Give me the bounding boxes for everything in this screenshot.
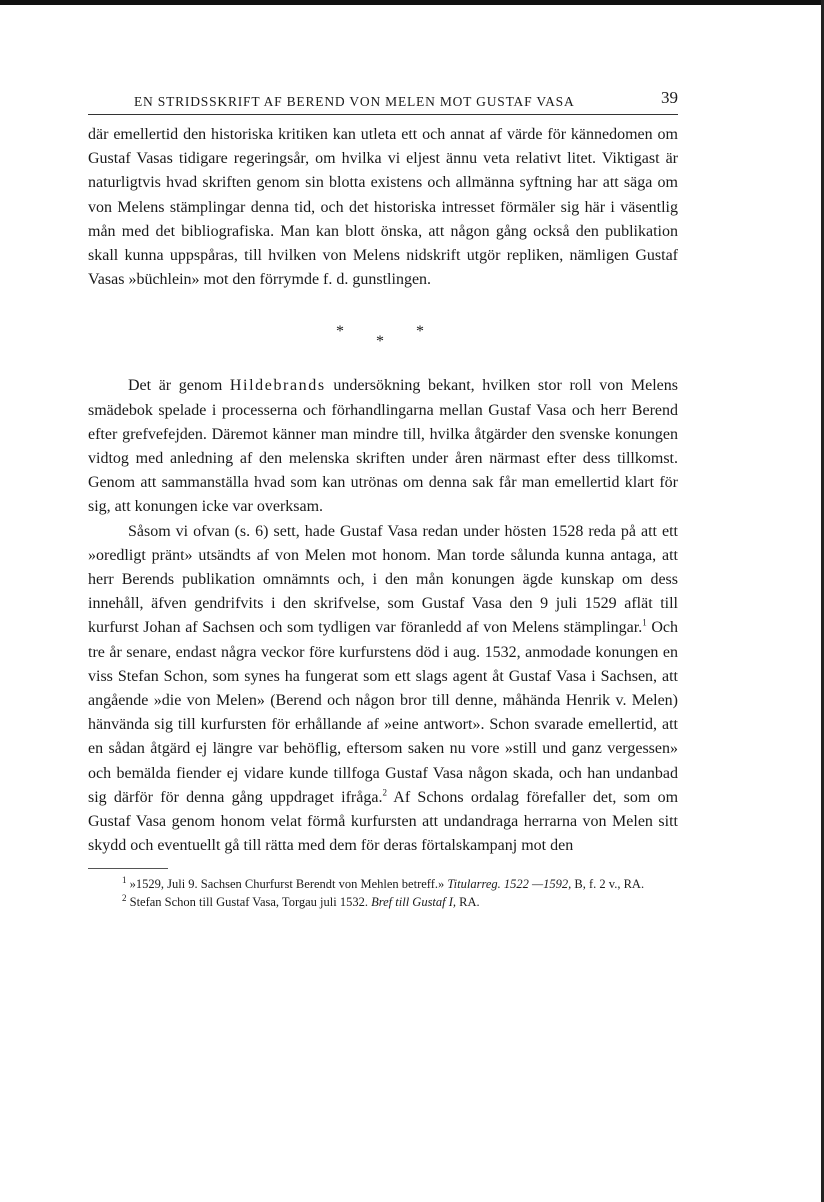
footnote-1-tail: B, f. 2 v., RA. (571, 877, 645, 892)
footnote-2 (88, 893, 678, 911)
paragraph-2-start: Det är genom (128, 377, 230, 395)
paragraph-3-part-b: Och tre år senare, endast några veckor före kurfurstens död i aug. 1532, anmodade konungen en viss Stefan Schon, som synes ha fungerat som ett slags agent åt Gustaf Vasa i Sachsen, att angående »die von Melen» (Berend och någon bror till denne, måhända Henrik v. Melen) hänvända sig till kurfursten för erhållande af »eine antwort». Schon svarade emellertid, att en sådan åtgärd ej längre var behöflig, eftersom saken nu vore »still und ganz vergessen» och bemälda fiender ej vidare kunde tillfoga Gustaf Vasa någon skada, och han undanbad sig därför för denna gång uppdraget ifråga. (88, 619, 678, 806)
paragraph-2 (88, 374, 678, 519)
running-head (88, 88, 678, 115)
book-page (88, 88, 678, 911)
asterisk-2: * (376, 333, 384, 351)
scan-top-border (0, 0, 824, 5)
running-title: EN STRIDSSKRIFT AF BEREND VON MELEN MOT GUSTAF VASA (134, 94, 575, 109)
footnote-2-italic: Bref till Gustaf I, (371, 895, 457, 910)
paragraph-2-rest: undersökning bekant, hvilken stor roll von Melens smädebok spelade i processerna och förhandlingarna mellan Gustaf Vasa och herr Berend efter grefvefejden. Däremot känner man mindre till, hvilka åtgärder den svenske konungen vidtog med anledning af den melenska skriften under åren närmast efter dess tillkomst. Genom att sammanställa hvad som kan utrönas om denna sak får man emellertid klart för sig, att konungen icke var overksam. (88, 377, 679, 516)
footnote-2-mark: 2 (122, 893, 127, 904)
footnote-2-text: Stefan Schon till Gustaf Vasa, Torgau juli 1532. (126, 895, 372, 910)
footnotes (88, 875, 678, 911)
footnote-1 (88, 875, 678, 893)
footnote-2-tail: RA. (456, 895, 480, 910)
footnote-1-mark: 1 (122, 875, 127, 886)
paragraph-3-part-a: Såsom vi ofvan (s. 6) sett, hade Gustaf Vasa redan under hösten 1528 reda på att ett »oredligt pränt» utsändts af von Melen mot honom. Man torde sålunda kunna antaga, att herr Berends publikation omnämnts och, i den mån konungen ägde kunskap om dess innehåll, äfven gendrifvits i den skrifvelse, som Gustaf Vasa den 9 juli 1529 aflät till kurfurst Johan af Sachsen och som tydligen var föranledd af von Melens stämplingar. (88, 522, 678, 637)
paragraph-1: där emellertid den historiska kritiken kan utleta ett och annat af värde för kännedomen om Gustaf Vasas tidigare regeringsår, om hvilka vi eljest ännu veta relativt litet. Viktigast är naturligtvis hvad skriften genom sin blotta existens och allmänna syftning har att säga om von Melens stämplingar denna tid, och det historiska intresset förmäler sig här i väsentlig mån med det bibliografiska. Man kan blott önska, att någon gång också den publikation skall kunna uppspåras, till hvilken von Melens nidskrift utgör repliken, nämligen Gustaf Vasas »büchlein» mot den förrymde f. d. gunstlingen. (88, 126, 678, 289)
section-divider-stars (88, 308, 678, 368)
asterisk-3: * (416, 323, 424, 341)
footnote-ref-1[interactable]: 1 (642, 618, 647, 629)
author-name-hildebrand: Hildebrands (229, 377, 326, 395)
page-number: 39 (661, 88, 678, 107)
footnote-1-text: »1529, Juli 9. Sachsen Churfurst Berendt von Mehlen betreff.» (126, 877, 448, 892)
paragraph-3-part-c: Af Schons ordalag förefaller det, som om Gustaf Vasa genom honom velat förmå kurfursten att undandraga herrarna von Melen sitt skydd och eventuellt gå till rätta med dem för deras förtalskampanj mot den (88, 788, 679, 855)
footnote-divider (88, 868, 168, 869)
asterisk-1: * (336, 323, 344, 341)
footnote-1-italic: Titularreg. 1522 —1592, (447, 877, 572, 892)
body-text (88, 123, 678, 858)
footnote-ref-2[interactable]: 2 (382, 787, 387, 798)
paragraph-3 (88, 520, 678, 859)
